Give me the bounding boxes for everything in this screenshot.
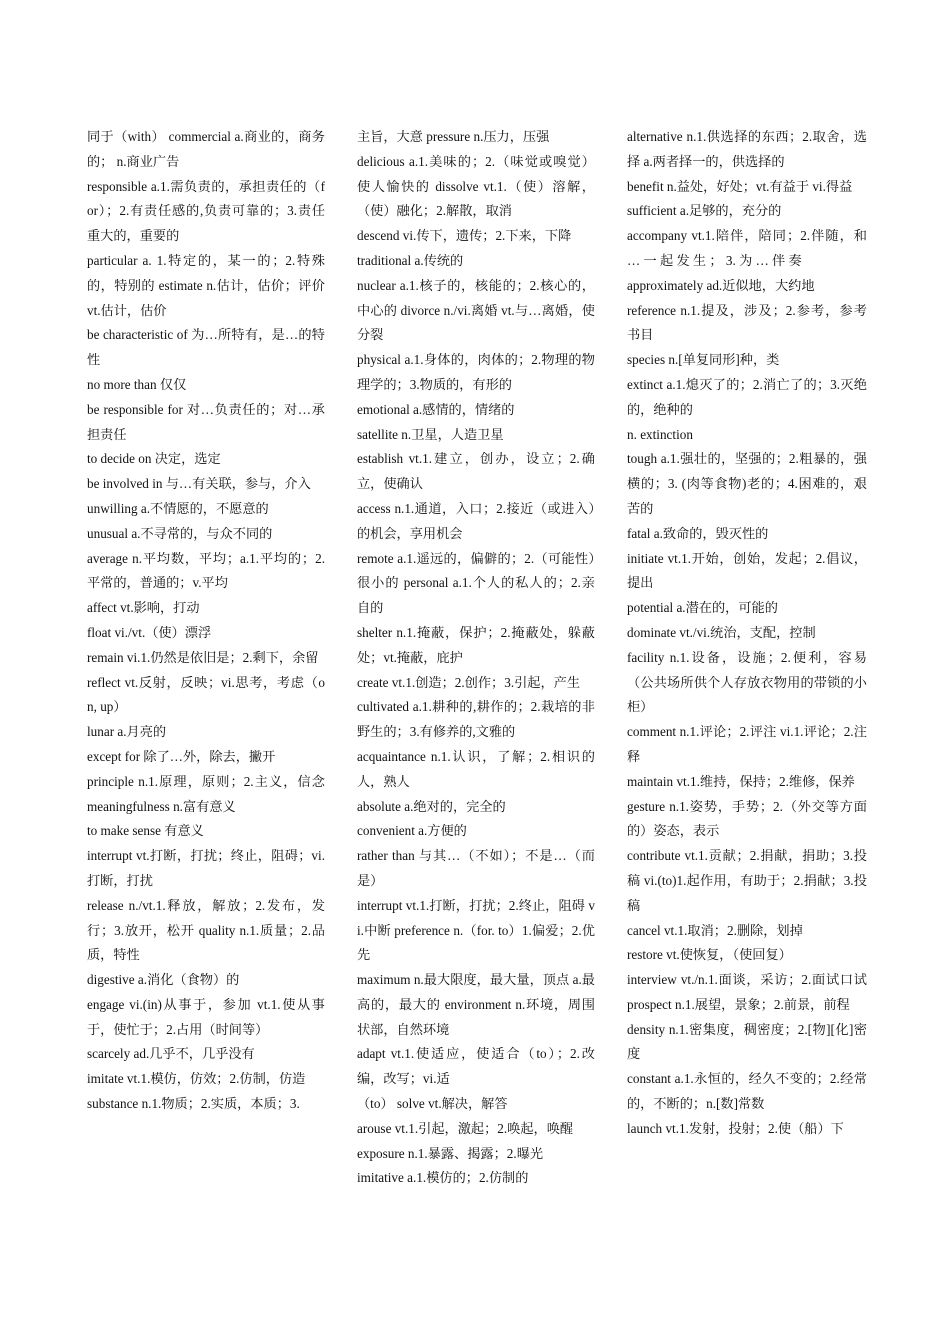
vocab-entry: convenient a.方便的 [357, 823, 467, 839]
vocab-entry: be characteristic of 为…所特有，是…的特性 [87, 327, 325, 368]
vocab-entry: traditional a.传统的 [357, 252, 464, 268]
vocab-entry: fatal a.致命的，毁灭性的 [627, 525, 769, 541]
vocab-entry: exposure n.1.暴露、揭露；2.曝光 [357, 1145, 544, 1161]
vocab-entry: maintain vt.1.维持，保持；2.维修，保养 [627, 773, 855, 789]
vocab-entry: launch vt.1.发射，投射；2.使（船）下 [627, 1120, 844, 1136]
vocab-entry: remain vi.1.仍然是依旧是；2.剩下，余留 [87, 649, 319, 665]
vocab-entry: interview vt./n.1.面谈，采访；2.面试口试 prospect n.1.展望，景象；2.前景，前程 [627, 972, 867, 1012]
vocab-entry: responsible a.1.需负责的，承担责任的（for）；2.有责任感的,负责可靠的；3.责任重大的，重要的 [87, 178, 325, 244]
vocab-entry: scarcely ad.几乎不，几乎没有 [87, 1046, 255, 1062]
vocab-entry: interrupt vt.打断，打扰；终止，阻碍；vi.打断，打扰 [87, 848, 325, 888]
vocab-entry: interrupt vt.1.打断，打扰；2.终止，阻碍 vi.中断 preference n.（for. to）1.偏爱；2.优先 [357, 897, 595, 963]
vocab-entry: 同于（with） commercial a.商业的，商务的； n.商业广告 [87, 129, 325, 169]
vocab-entry: particular a. 1.特定的，某一的；2.特殊的，特别的 estimate n.估计，估价；评价 vt.估计，估价 [87, 252, 325, 318]
vocab-entry: cultivated a.1.耕种的,耕作的；2.栽培的非野生的；3.有修养的,文雅的 [357, 699, 595, 740]
vocab-entry: accompany vt.1.陪伴，陪同；2.伴随，和 … 一 起 发 生 ； 3. 为 … 伴 奏 [627, 228, 867, 268]
vocab-entry: initiate vt.1.开始，创始，发起；2.倡议，提出 [627, 550, 867, 591]
vocab-entry: cancel vt.1.取消；2.删除，划掉 [627, 922, 803, 938]
vocab-entry: be involved in 与…有关联，参与，介入 [87, 476, 311, 492]
vocab-entry: physical a.1.身体的，肉体的；2.物理的物理学的；3.物质的，有形的 [357, 352, 595, 392]
vocab-entry: emotional a.感情的，情绪的 [357, 401, 515, 417]
vocab-column-3 [627, 125, 867, 1142]
vocab-entry: float vi./vt.（使）漂浮 [87, 624, 212, 640]
vocab-entry: create vt.1.创造；2.创作；3.引起，产生 [357, 674, 581, 690]
vocab-entry: （to） solve vt.解决，解答 [357, 1096, 508, 1112]
vocab-entry: benefit n.益处，好处；vt.有益于 vi.得益 [627, 178, 853, 194]
vocab-entry: absolute a.绝对的，完全的 [357, 798, 506, 814]
vocab-entry: satellite n.卫星，人造卫星 [357, 426, 504, 442]
vocab-entry: lunar a.月亮的 [87, 724, 167, 740]
vocab-entry: nuclear a.1.核子的，核能的；2.核心的，中心的 divorce n./vi.离婚 vt.与…离婚，使分裂 [357, 277, 595, 343]
vocab-entry: digestive a.消化（食物）的 [87, 972, 240, 988]
vocab-entry: rather than 与其…（不如）；不是…（而是） [357, 848, 595, 888]
vocab-entry: facility n.1.设备，设施；2.便利，容易（公共场所供个人存放衣物用的带锁的小柜） [627, 649, 867, 715]
vocab-entry: access n.1.通道，入口；2.接近（或进入）的机会，享用机会 [357, 500, 595, 541]
vocab-entry: restore vt.使恢复，（使回复） [627, 947, 792, 963]
vocab-entry: n. extinction [627, 426, 693, 442]
vocab-entry: density n.1.密集度，稠密度；2.[物][化]密度 [627, 1021, 867, 1062]
vocab-entry: arouse vt.1.引起，激起；2.唤起，唤醒 [357, 1120, 574, 1136]
vocab-entry: descend vi.传下，遗传；2.下来，下降 [357, 228, 572, 244]
vocab-entry: except for 除了…外，除去，撇开 [87, 748, 276, 764]
vocab-entry: contribute vt.1.贡献；2.捐献，捐助；3.投稿 vi.(to)1.起作用，有助于；2.捐献；3.投稿 [627, 848, 867, 913]
vocab-entry: be responsible for 对…负责任的；对…承担责任 [87, 401, 325, 442]
vocab-entry: dominate vt./vi.统治，支配，控制 [627, 624, 816, 640]
vocab-entry: species n.[单复同形]种，类 [627, 352, 780, 368]
vocab-column-2 [357, 125, 595, 1191]
vocab-entry: comment n.1.评论；2.评注 vi.1.评论；2.注释 [627, 724, 867, 764]
vocab-entry: engage vi.(in)从事于，参加 vt.1.使从事于，使忙于；2.占用（时间等） [87, 996, 325, 1037]
vocab-entry: acquaintance n.1.认识，了解；2.相识的人，熟人 [357, 748, 595, 789]
vocab-entry: affect vt.影响，打动 [87, 600, 200, 616]
vocab-entry: shelter n.1.掩蔽，保护；2.掩蔽处，躲蔽处；vt.掩蔽，庇护 [357, 624, 595, 665]
vocab-entry: establish vt.1.建立，创办，设立；2.确立，使确认 [357, 451, 595, 492]
vocab-entry: reference n.1.提及，涉及；2.参考，参考书目 [627, 302, 867, 343]
vocab-entry: remote a.1.遥远的，偏僻的；2.（可能性）很小的 personal a.1.个人的私人的；2.亲自的 [357, 550, 595, 616]
vocab-entry: sufficient a.足够的，充分的 [627, 203, 782, 219]
vocab-entry: no more than 仅仅 [87, 376, 187, 392]
vocab-entry: imitate vt.1.模仿，仿效；2.仿制，仿造 [87, 1071, 306, 1087]
vocab-entry: alternative n.1.供选择的东西；2.取舍，选择 a.两者择一的，供选择的 [627, 129, 867, 169]
vocab-entry: reflect vt.反射，反映；vi.思考，考虑（on, up） [87, 674, 325, 715]
vocab-entry: average n.平均数，平均；a.1.平均的；2.平常的，普通的；v.平均 [87, 550, 325, 591]
vocab-entry: tough a.1.强壮的，坚强的；2.粗暴的，强横的；3. (肉等食物)老的；4.困难的，艰苦的 [627, 451, 867, 516]
vocab-entry: unusual a.不寻常的，与众不同的 [87, 525, 273, 541]
vocab-entry: substance n.1.物质；2.实质，本质；3. [87, 1096, 300, 1112]
vocab-entry: gesture n.1.姿势，手势；2.（外交等方面的）姿态，表示 [627, 798, 867, 839]
vocab-entry: delicious a.1.美味的；2.（味觉或嗅觉）使人愉快的 dissolve vt.1.（使）溶解，（使）融化；2.解散，取消 [357, 153, 595, 219]
vocab-entry: to make sense 有意义 [87, 823, 204, 839]
vocab-entry: release n./vt.1.释放，解放；2.发布，发行；3.放开，松开 quality n.1.质量；2.品质，特性 [87, 897, 325, 963]
vocab-entry: imitative a.1.模仿的；2.仿制的 [357, 1170, 529, 1186]
vocab-entry: unwilling a.不情愿的，不愿意的 [87, 500, 269, 516]
vocab-entry: to decide on 决定，选定 [87, 451, 221, 467]
vocab-entry: approximately ad.近似地，大约地 [627, 277, 815, 293]
vocab-column-1 [87, 125, 325, 1117]
vocab-entry: adapt vt.1.使适应，使适合（to）；2.改编，改写；vi.适 [357, 1046, 595, 1087]
vocab-entry: principle n.1.原理，原则；2.主义，信念 meaningfulness n.富有意义 [87, 773, 325, 814]
vocab-entry: 主旨，大意 pressure n.压力，压强 [357, 129, 550, 144]
vocab-entry: maximum n.最大限度，最大量，顶点 a.最高的，最大的 environment n.环境，周围状部，自然环境 [357, 972, 595, 1037]
vocab-entry: extinct a.1.熄灭了的；2.消亡了的；3.灭绝的，绝种的 [627, 376, 867, 417]
vocab-entry: constant a.1.永恒的，经久不变的；2.经常的，不断的；n.[数]常数 [627, 1071, 867, 1112]
vocab-entry: potential a.潜在的，可能的 [627, 600, 778, 616]
